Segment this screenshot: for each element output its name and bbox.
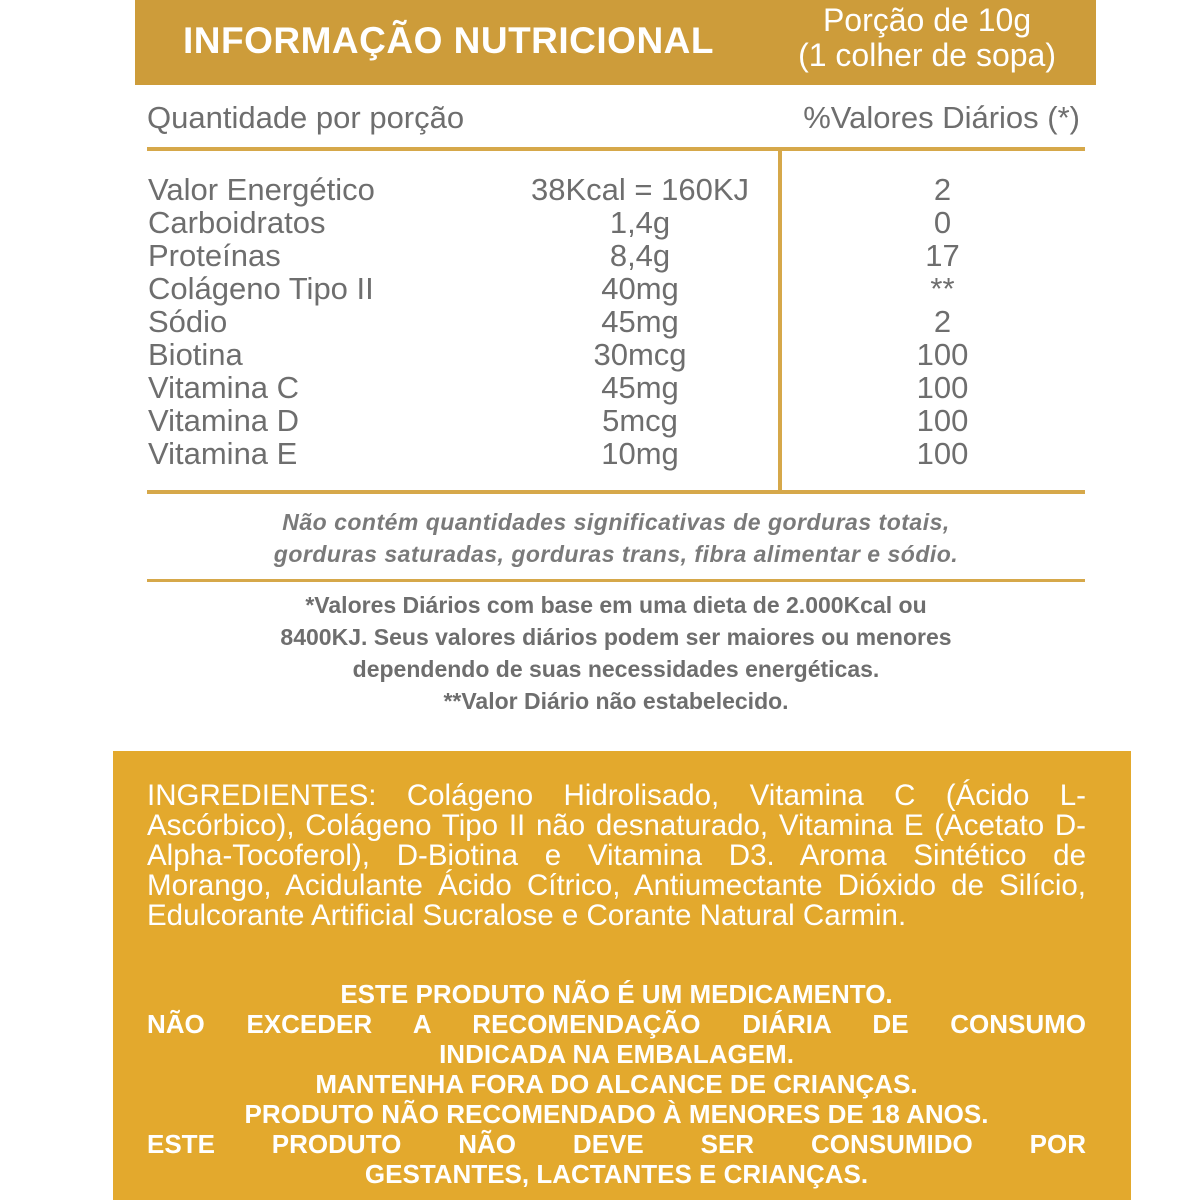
nutrient-name: Vitamina E <box>148 436 298 471</box>
nutrient-name: Carboidratos <box>148 205 326 240</box>
daily-values-line: *Valores Diários com base em uma dieta de 2.000Kcal ou <box>305 592 927 618</box>
nutrient-daily-value: 2 <box>933 172 952 207</box>
nutrient-amount: 40mg <box>601 271 679 306</box>
nutrient-amount: 10mg <box>601 436 679 471</box>
nutrient-amount: 5mcg <box>602 403 678 438</box>
warning-line: INDICADA NA EMBALAGEM. <box>439 1039 794 1069</box>
nutrient-daily-value: 100 <box>916 337 969 372</box>
table-row <box>0 437 1200 470</box>
warning-line: GESTANTES, LACTANTES E CRIANÇAS. <box>364 1159 869 1189</box>
nutrient-daily-value: 100 <box>916 370 969 405</box>
nutrient-name: Vitamina D <box>148 403 300 438</box>
nutrient-amount: 45mg <box>601 304 679 339</box>
nutrition-title: INFORMAÇÃO NUTRICIONAL <box>183 20 715 61</box>
column-header-quantity: Quantidade por porção <box>147 100 465 135</box>
nutrient-daily-value: ** <box>930 271 955 306</box>
portion-line-1: Porção de 10g <box>822 2 1032 38</box>
notes-divider <box>147 579 1085 582</box>
table-top-rule <box>147 147 1085 151</box>
nutrient-amount: 1,4g <box>609 205 671 240</box>
nutrient-amount: 45mg <box>601 370 679 405</box>
table-row <box>0 338 1200 371</box>
table-row <box>0 173 1200 206</box>
nutrient-daily-value: 17 <box>925 238 960 273</box>
ingredients-text: INGREDIENTES: Colágeno Hidrolisado, Vitamina C (Ácido L-Ascórbico), Colágeno Tipo II não desnaturado, Vitamina E (Acetato D-Alpha-Tocoferol), D-Biotina e Vitamina D3. Aroma Sintético de Morango, Acidulante Ácido Cítrico, Antiumectante Dióxido de Silício, Edulcorante Artificial Sucralose e Corante Natural Carmin. <box>147 779 1086 932</box>
not-contains-note <box>147 506 1085 570</box>
table-row <box>0 206 1200 239</box>
table-row <box>0 404 1200 437</box>
nutrient-name: Colágeno Tipo II <box>148 271 374 306</box>
nutrient-name: Proteínas <box>148 238 281 273</box>
nutrient-name: Sódio <box>148 304 228 339</box>
table-row <box>0 272 1200 305</box>
column-header-daily-values: %Valores Diários (*) <box>803 100 1080 135</box>
table-row <box>0 305 1200 338</box>
nutrient-daily-value: 100 <box>916 436 969 471</box>
nutrient-daily-value: 0 <box>933 205 952 240</box>
table-row <box>0 239 1200 272</box>
warning-line: ESTE PRODUTO NÃO É UM MEDICAMENTO. <box>340 979 893 1009</box>
nutrition-header <box>135 0 1096 85</box>
daily-values-line: **Valor Diário não estabelecido. <box>443 688 789 714</box>
table-row <box>0 371 1200 404</box>
nutrient-amount: 30mcg <box>593 337 687 372</box>
warning-line: ESTE PRODUTO NÃO DEVE SER CONSUMIDO POR <box>147 1129 1086 1159</box>
warning-line: MANTENHA FORA DO ALCANCE DE CRIANÇAS. <box>315 1069 918 1099</box>
nutrient-amount: 8,4g <box>609 238 671 273</box>
not-contains-line: gorduras saturadas, gorduras trans, fibra alimentar e sódio. <box>273 541 959 567</box>
warnings-block <box>147 979 1086 1189</box>
nutrient-name: Vitamina C <box>148 370 300 405</box>
daily-values-line: 8400KJ. Seus valores diários podem ser maiores ou menores <box>280 624 952 650</box>
ingredients-panel <box>113 751 1131 1200</box>
daily-values-line: dependendo de suas necessidades energéticas. <box>352 656 880 682</box>
nutrient-amount: 38Kcal = 160KJ <box>530 172 749 207</box>
nutrient-daily-value: 100 <box>916 403 969 438</box>
portion-line-2: (1 colher de sopa) <box>798 37 1056 73</box>
nutrient-daily-value: 2 <box>933 304 952 339</box>
warning-line: NÃO EXCEDER A RECOMENDAÇÃO DIÁRIA DE CONSUMO <box>147 1009 1086 1039</box>
not-contains-line: Não contém quantidades significativas de gorduras totais, <box>282 509 950 535</box>
portion-size <box>798 3 1056 73</box>
table-bottom-rule <box>147 490 1085 494</box>
nutrient-name: Biotina <box>148 337 243 372</box>
daily-values-note <box>160 589 1072 717</box>
warning-line: PRODUTO NÃO RECOMENDADO À MENORES DE 18 ANOS. <box>244 1099 989 1129</box>
nutrient-name: Valor Energético <box>148 172 375 207</box>
